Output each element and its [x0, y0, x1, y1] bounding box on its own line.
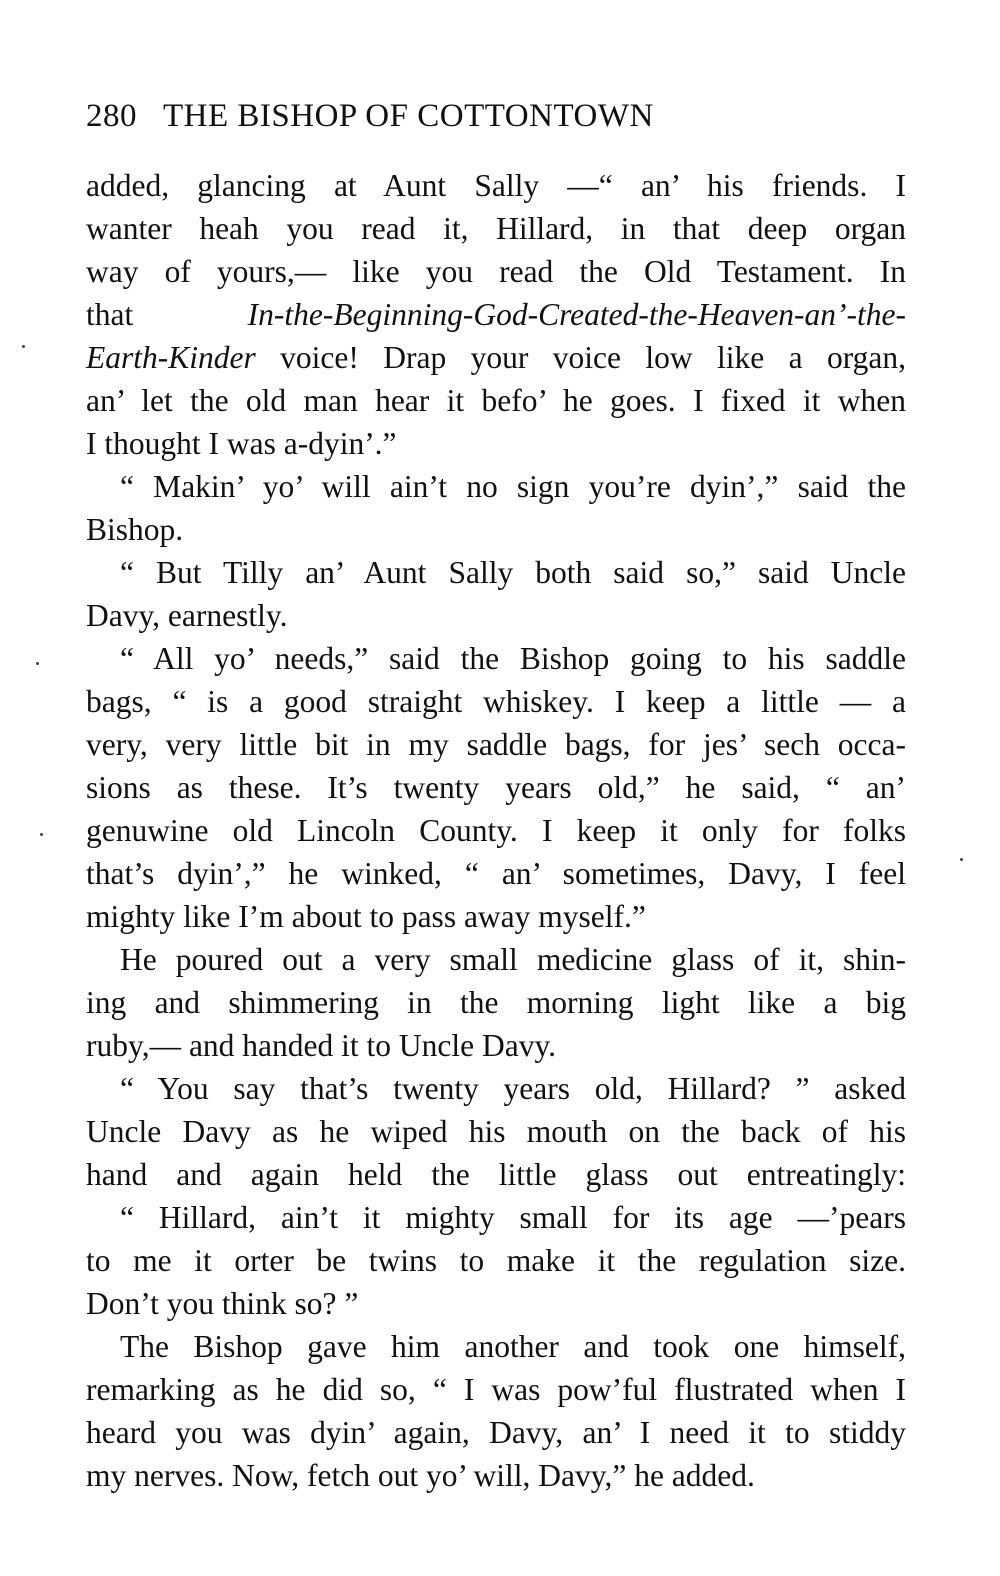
text-line: my nerves. Now, fetch out yo’ will, Davy,” he added. — [86, 1458, 755, 1493]
text-line: added, glancing at Aunt Sally —“ an’ his friends. I — [86, 168, 906, 203]
margin-speck — [36, 662, 39, 665]
text-line: The Bishop gave him another and took one himself, — [120, 1329, 906, 1364]
text-line — [86, 336, 906, 379]
text-line — [86, 293, 906, 336]
text-line: remarking as he did so, “ I was pow’ful flustrated when I — [86, 1372, 906, 1407]
text-line: genuwine old Lincoln County. I keep it only for folks — [86, 813, 906, 848]
text-line: ing and shimmering in the morning light like a big — [86, 985, 906, 1020]
text-line: sions as these. It’s twenty years old,” he said, “ an’ — [86, 770, 906, 805]
text-line: Uncle Davy as he wiped his mouth on the back of his — [86, 1114, 906, 1149]
text-line: He poured out a very small medicine glass of it, shin- — [120, 942, 906, 977]
text-line: way of yours,— like you read the Old Testament. In — [86, 254, 906, 289]
text-line: “ All yo’ needs,” said the Bishop going to his saddle — [120, 641, 906, 676]
text-line: Bishop. — [86, 512, 184, 547]
text-fragment: that — [86, 297, 134, 332]
text-line: “ You say that’s twenty years old, Hillard? ” asked — [120, 1071, 906, 1106]
text-line: ruby,— and handed it to Uncle Davy. — [86, 1028, 557, 1063]
running-title: THE BISHOP OF COTTONTOWN — [163, 98, 654, 134]
page-number: 280 — [86, 98, 137, 134]
running-header — [86, 98, 906, 135]
margin-speck — [40, 833, 43, 836]
text-line: hand and again held the little glass out entreatingly: — [86, 1157, 906, 1192]
text-line: very, very little bit in my saddle bags, for jes’ sech occa- — [86, 727, 906, 762]
text-line: “ But Tilly an’ Aunt Sally both said so,” said Uncle — [120, 555, 906, 590]
text-line: mighty like I’m about to pass away myself.” — [86, 899, 646, 934]
text-line: that’s dyin’,” he winked, “ an’ sometimes, Davy, I feel — [86, 856, 906, 891]
italic-phrase: Earth-Kinder — [86, 340, 256, 375]
text-line: “ Makin’ yo’ will ain’t no sign you’re dyin’,” said the — [120, 469, 906, 504]
text-line: Don’t you think so? ” — [86, 1286, 359, 1321]
text-line: I thought I was a-dyin’.” — [86, 426, 397, 461]
text-line: to me it orter be twins to make it the regulation size. — [86, 1243, 906, 1278]
body-text — [86, 164, 906, 1497]
italic-phrase: In-the-Beginning-God-Created-the-Heaven-an’-the- — [247, 297, 906, 332]
text-line: bags, “ is a good straight whiskey. I keep a little — a — [86, 684, 906, 719]
text-line: heard you was dyin’ again, Davy, an’ I need it to stiddy — [86, 1415, 906, 1450]
text-line: Davy, earnestly. — [86, 598, 288, 633]
text-fragment: voice! Drap your voice low like a organ, — [280, 340, 906, 375]
text-line: “ Hillard, ain’t it mighty small for its age —’pears — [120, 1200, 906, 1235]
margin-speck — [960, 858, 963, 861]
margin-speck — [22, 345, 25, 348]
text-line: an’ let the old man hear it befo’ he goes. I fixed it when — [86, 383, 906, 418]
text-line: wanter heah you read it, Hillard, in that deep organ — [86, 211, 906, 246]
